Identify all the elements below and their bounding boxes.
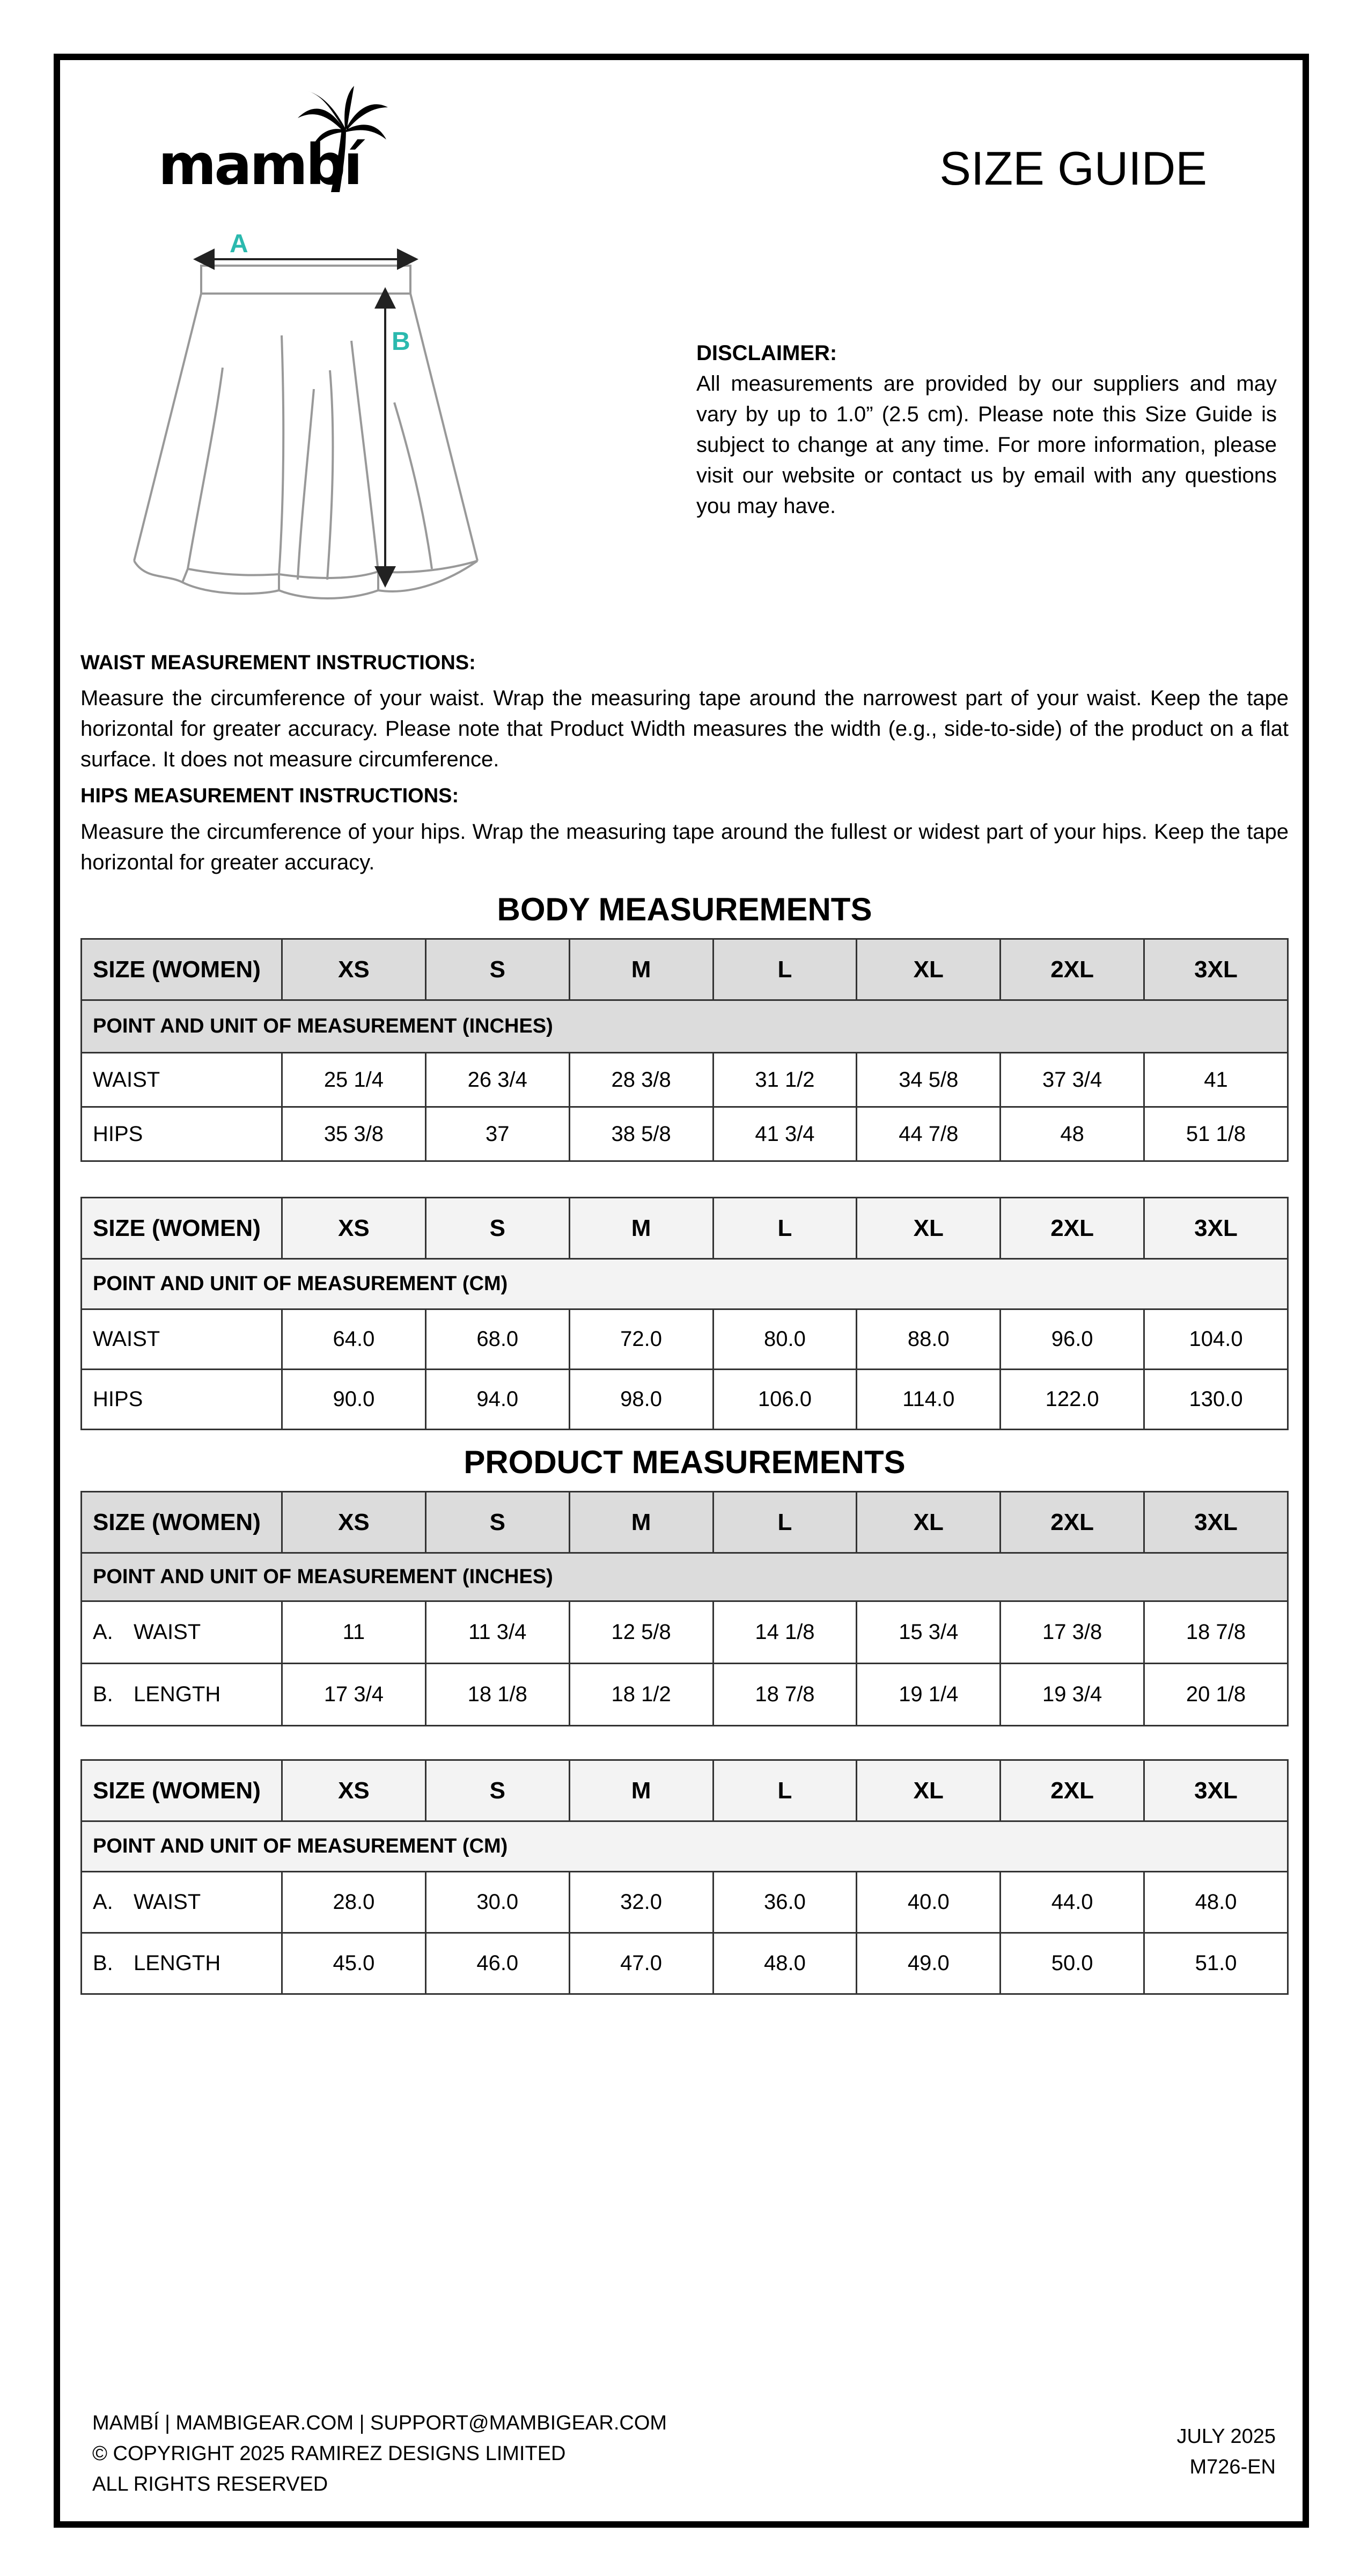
value-cell: 51 1/8: [1144, 1107, 1288, 1161]
value-cell: 47.0: [569, 1933, 713, 1994]
table-row: [82, 1872, 1288, 1933]
value-cell: 15 3/4: [857, 1601, 1001, 1664]
table-subheader-row: [82, 1821, 1288, 1872]
value-cell: 25 1/4: [282, 1053, 426, 1107]
size-cell: XL: [857, 1760, 1001, 1821]
footer-contact: MAMBÍ | MAMBIGEAR.COM | SUPPORT@MAMBIGEAR.COM: [92, 2412, 667, 2434]
size-cell: XS: [282, 939, 426, 1000]
value-cell: 20 1/8: [1144, 1664, 1288, 1726]
row-label: WAIST: [82, 1053, 282, 1107]
value-cell: 28.0: [282, 1872, 426, 1933]
size-cell: M: [569, 939, 713, 1000]
value-cell: 98.0: [569, 1370, 713, 1430]
brand-logo: [158, 86, 384, 197]
value-cell: 19 1/4: [857, 1664, 1001, 1726]
value-cell: 44.0: [1001, 1872, 1144, 1933]
body-cm-table: [80, 1197, 1289, 1430]
size-cell: 3XL: [1144, 939, 1288, 1000]
value-cell: 11: [282, 1601, 426, 1664]
value-cell: 11 3/4: [425, 1601, 569, 1664]
value-cell: 18 7/8: [1144, 1601, 1288, 1664]
value-cell: 48: [1001, 1107, 1144, 1161]
unit-subheader: POINT AND UNIT OF MEASUREMENT (INCHES): [82, 1553, 1288, 1601]
value-cell: 130.0: [1144, 1370, 1288, 1430]
row-letter: B.: [93, 1951, 113, 1975]
value-cell: 122.0: [1001, 1370, 1144, 1430]
row-label: [82, 1601, 282, 1664]
unit-subheader: POINT AND UNIT OF MEASUREMENT (CM): [82, 1259, 1288, 1309]
size-cell: M: [569, 1198, 713, 1259]
value-cell: 38 5/8: [569, 1107, 713, 1161]
table-row: [82, 1370, 1288, 1430]
product-cm-table: [80, 1759, 1289, 1995]
value-cell: 18 1/2: [569, 1664, 713, 1726]
size-label-cell: SIZE (WOMEN): [82, 1760, 282, 1821]
size-cell: M: [569, 1760, 713, 1821]
waist-instructions-text: Measure the circumference of your waist. Wrap the measuring tape around the narrowest part of your waist. Keep the tape horizontal for greater accuracy. Please note that Product Width measures the width (e.g., side-to-side) of the product on a flat surface. It does not measure circumference.: [80, 686, 1289, 771]
value-cell: 48.0: [1144, 1872, 1288, 1933]
table-subheader-row: [82, 1259, 1288, 1309]
table-row: [82, 1601, 1288, 1664]
table-subheader-row: [82, 1553, 1288, 1601]
size-cell: S: [425, 1760, 569, 1821]
size-cell: L: [713, 1198, 857, 1259]
body-measurements-title: BODY MEASUREMENTS: [497, 891, 872, 927]
value-cell: 49.0: [857, 1933, 1001, 1994]
value-cell: 37 3/4: [1001, 1053, 1144, 1107]
table-subheader-row: [82, 1000, 1288, 1053]
value-cell: 51.0: [1144, 1933, 1288, 1994]
label-b: B: [392, 327, 410, 356]
value-cell: 88.0: [857, 1309, 1001, 1370]
value-cell: 104.0: [1144, 1309, 1288, 1370]
value-cell: 46.0: [425, 1933, 569, 1994]
disclaimer-text: All measurements are provided by our suppliers and may vary by up to 1.0” (2.5 cm). Please note this Size Guide is subject to change at any time. For more information, please visit our website or contact us by email with any questions you may have.: [696, 372, 1277, 518]
value-cell: 35 3/8: [282, 1107, 426, 1161]
disclaimer-heading: DISCLAIMER:: [696, 341, 837, 365]
value-cell: 32.0: [569, 1872, 713, 1933]
product-inches-table: [80, 1491, 1289, 1726]
table-row: [82, 1933, 1288, 1994]
size-cell: XS: [282, 1198, 426, 1259]
row-label: [82, 1664, 282, 1726]
row-label-text: LENGTH: [134, 1951, 221, 1975]
size-cell: XL: [857, 1198, 1001, 1259]
size-cell: 2XL: [1001, 1760, 1144, 1821]
value-cell: 96.0: [1001, 1309, 1144, 1370]
value-cell: 14 1/8: [713, 1601, 857, 1664]
page-title: SIZE GUIDE: [939, 142, 1207, 195]
table-row: [82, 1053, 1288, 1107]
row-label-text: LENGTH: [134, 1682, 221, 1706]
size-label-cell: SIZE (WOMEN): [82, 939, 282, 1000]
size-cell: M: [569, 1492, 713, 1553]
size-label-cell: SIZE (WOMEN): [82, 1492, 282, 1553]
skirt-diagram: [123, 225, 488, 623]
value-cell: 106.0: [713, 1370, 857, 1430]
value-cell: 48.0: [713, 1933, 857, 1994]
value-cell: 94.0: [425, 1370, 569, 1430]
hips-instructions-text: Measure the circumference of your hips. Wrap the measuring tape around the fullest or widest part of your hips. Keep the tape horizontal for greater accuracy.: [80, 820, 1289, 874]
size-cell: 3XL: [1144, 1760, 1288, 1821]
row-label-text: WAIST: [134, 1620, 201, 1644]
logo-wordmark: mambí: [158, 132, 361, 197]
size-cell: S: [425, 939, 569, 1000]
footer-rights: ALL RIGHTS RESERVED: [92, 2473, 328, 2496]
row-label: HIPS: [82, 1370, 282, 1430]
value-cell: 41: [1144, 1053, 1288, 1107]
size-cell: 3XL: [1144, 1492, 1288, 1553]
footer-right: [1176, 2421, 1276, 2483]
row-letter: A.: [93, 1620, 113, 1644]
value-cell: 17 3/8: [1001, 1601, 1144, 1664]
value-cell: 30.0: [425, 1872, 569, 1933]
row-letter: B.: [93, 1682, 113, 1706]
value-cell: 36.0: [713, 1872, 857, 1933]
size-cell: 2XL: [1001, 939, 1144, 1000]
row-label: WAIST: [82, 1309, 282, 1370]
size-cell: XS: [282, 1492, 426, 1553]
row-letter: A.: [93, 1890, 113, 1914]
waist-instructions-heading: WAIST MEASUREMENT INSTRUCTIONS:: [80, 652, 476, 674]
skirt-outline: [134, 266, 477, 598]
size-cell: 2XL: [1001, 1198, 1144, 1259]
table-row: [82, 1107, 1288, 1161]
disclaimer: [696, 338, 1277, 522]
size-cell: S: [425, 1492, 569, 1553]
footer-date: JULY 2025: [1176, 2425, 1276, 2448]
value-cell: 45.0: [282, 1933, 426, 1994]
value-cell: 50.0: [1001, 1933, 1144, 1994]
value-cell: 64.0: [282, 1309, 426, 1370]
size-cell: XS: [282, 1760, 426, 1821]
value-cell: 41 3/4: [713, 1107, 857, 1161]
value-cell: 17 3/4: [282, 1664, 426, 1726]
body-inches-table: [80, 938, 1289, 1162]
row-label: HIPS: [82, 1107, 282, 1161]
size-cell: L: [713, 1492, 857, 1553]
value-cell: 18 1/8: [425, 1664, 569, 1726]
product-measurements-title: PRODUCT MEASUREMENTS: [464, 1444, 906, 1480]
unit-subheader: POINT AND UNIT OF MEASUREMENT (CM): [82, 1821, 1288, 1872]
footer-code: M726-EN: [1189, 2456, 1276, 2478]
value-cell: 90.0: [282, 1370, 426, 1430]
value-cell: 19 3/4: [1001, 1664, 1144, 1726]
unit-subheader: POINT AND UNIT OF MEASUREMENT (INCHES): [82, 1000, 1288, 1053]
size-cell: S: [425, 1198, 569, 1259]
value-cell: 28 3/8: [569, 1053, 713, 1107]
row-label: [82, 1872, 282, 1933]
table-header-row: [82, 939, 1288, 1000]
row-label: [82, 1933, 282, 1994]
value-cell: 37: [425, 1107, 569, 1161]
value-cell: 72.0: [569, 1309, 713, 1370]
value-cell: 40.0: [857, 1872, 1001, 1933]
size-cell: L: [713, 939, 857, 1000]
value-cell: 44 7/8: [857, 1107, 1001, 1161]
table-header-row: [82, 1198, 1288, 1259]
size-cell: 2XL: [1001, 1492, 1144, 1553]
size-cell: L: [713, 1760, 857, 1821]
value-cell: 68.0: [425, 1309, 569, 1370]
label-a: A: [230, 230, 248, 258]
value-cell: 26 3/4: [425, 1053, 569, 1107]
footer-copyright: © COPYRIGHT 2025 RAMIREZ DESIGNS LIMITED: [92, 2442, 566, 2465]
hips-instructions-heading: HIPS MEASUREMENT INSTRUCTIONS:: [80, 785, 459, 807]
table-row: [82, 1664, 1288, 1726]
value-cell: 34 5/8: [857, 1053, 1001, 1107]
size-cell: XL: [857, 1492, 1001, 1553]
value-cell: 12 5/8: [569, 1601, 713, 1664]
footer-left: [92, 2408, 667, 2500]
value-cell: 18 7/8: [713, 1664, 857, 1726]
row-label-text: WAIST: [134, 1890, 201, 1914]
size-cell: XL: [857, 939, 1001, 1000]
value-cell: 80.0: [713, 1309, 857, 1370]
size-label-cell: SIZE (WOMEN): [82, 1198, 282, 1259]
value-cell: 114.0: [857, 1370, 1001, 1430]
table-header-row: [82, 1760, 1288, 1821]
table-header-row: [82, 1492, 1288, 1553]
value-cell: 31 1/2: [713, 1053, 857, 1107]
table-row: [82, 1309, 1288, 1370]
size-cell: 3XL: [1144, 1198, 1288, 1259]
